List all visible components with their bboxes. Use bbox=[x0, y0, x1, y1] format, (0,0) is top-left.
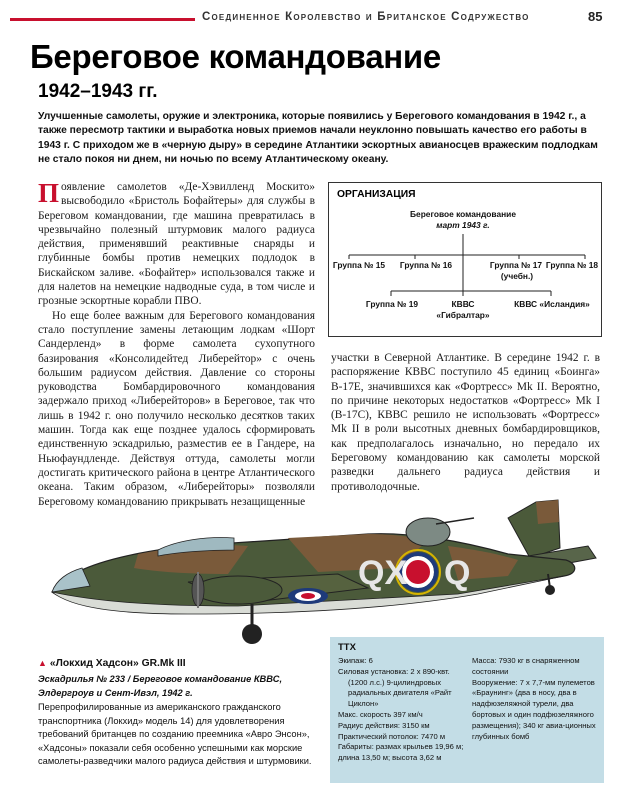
spec-ceiling: Практический потолок: 7470 м bbox=[338, 731, 446, 741]
spec-max-speed: Макс. скорость 397 км/ч bbox=[338, 709, 423, 719]
running-header bbox=[0, 8, 640, 30]
org-group-16: Группа № 16 bbox=[399, 260, 453, 270]
header-accent-bar bbox=[10, 18, 195, 21]
spec-crew: Экипаж: 6 bbox=[338, 656, 373, 665]
spec-range: Радиус действия: 3150 км bbox=[338, 720, 430, 730]
org-group-19: Группа № 19 bbox=[365, 299, 419, 309]
org-kvvs-gibraltar-note: «Гибралтар» bbox=[436, 310, 490, 320]
paragraph-2: Но еще более важным для Берегового командования стало поступление замены летающим лодкам «Шорт Сандерленд» в форме самолета сухопутного базирования «Консолидейтед Либерейтор» с очень большим радиусом действия. Давление со стороны руководства Бомбардировочного командования задержало приход «Либерейторов» в Береговое, так что лишь в 1942 г. оно получило несколько десятков таких машин. Тогда как еще позднее удалось сформировать единственную эскадрилью, разместив ее в Гандере, на Ньюфаундленде. Действуя оттуда, самолеты могли достигать критического района в центре Атлантического океана. Таким образом, «Либерейторы» позволяли Береговому командованию прикрывать незащищенные bbox=[38, 309, 315, 508]
drop-cap: П bbox=[38, 178, 60, 208]
page-title: Береговое командование bbox=[30, 38, 441, 75]
tail-wheel bbox=[545, 585, 555, 595]
org-chart-heading: ОРГАНИЗАЦИЯ bbox=[337, 189, 416, 200]
caption-text: Перепрофилированные из американского гражданского транспортника (Локхид» модель 14) для удовлетворения требований британцев по созданию преемника «Авро Энсон», «Хадсоны» показали себя особенно успешными как морские самолеты-разведчики малого радиуса действия и штурмовики. bbox=[38, 702, 312, 767]
aircraft-illustration bbox=[38, 488, 608, 648]
paragraph-1-text: оявление самолетов «Де-Хэвилленд Москито» высвободило «Бристоль Бофайтеры» для службы в Береговом командовании, где машина превратилась в чрезвычайно полезный штурмовик малого радиуса действия, применявший реактивные снаряды и глубинные бомбы против немецких подлодок в Бискайском заливе. «Бофайтер» использовался также и для налетов на немецкие надводные суда, в том числе и грозные эскортные корабли ПВО. bbox=[38, 181, 315, 308]
spec-powerplant: Силовая установка: 2 х 890-квт. bbox=[338, 666, 450, 676]
tail-fin-camo bbox=[536, 500, 559, 524]
caption-title: ▲ «Локхид Хадсон» GR.Mk III bbox=[38, 658, 186, 669]
paragraph-1 bbox=[38, 180, 315, 309]
triangle-icon: ▲ bbox=[38, 658, 47, 668]
org-root-date: март 1943 г. bbox=[436, 220, 490, 230]
org-root-title: Береговое командование bbox=[410, 209, 516, 219]
paragraph-3: участки в Северной Атлантике. В середине 1942 г. в распоряжение КВВС поступило 45 единиц «Боинга» B-17E, значившихся как «Фортресс» Mk II. Вероятно, по причине некоторых недостатков «Фортресс» Mk I (B-17C), КВВС решило не использовать «Фортресс» Mk II в роли высотных дневных бомбардировщиков, как предполагалось изначально, но передало их Береговому командованию как самолеты морской разведки дальнего радиуса действия и противолодочные. bbox=[331, 352, 600, 493]
org-group-17-note: (учебн.) bbox=[500, 271, 534, 281]
squadron-code: QX bbox=[358, 554, 408, 592]
specifications-heading: ТТХ bbox=[338, 642, 356, 653]
page-number: 85 bbox=[588, 9, 603, 24]
organization-chart bbox=[328, 182, 602, 337]
page-subtitle: 1942–1943 гг. bbox=[38, 81, 158, 102]
spec-armament: Вооружение: 7 х 7,7-мм пулеметов «Браунинг» (два в носу, два в надфюзеляжной турели, два бортовых и один подфюзеляжного размещения); 340 кг авиа-ционных глубинных бомб bbox=[472, 677, 596, 741]
spec-mass: Масса: 7930 кг в снаряженном состоянии bbox=[472, 656, 580, 676]
engine-nacelle bbox=[194, 576, 282, 604]
intro-paragraph: Улучшенные самолеты, оружие и электроника, которые появились у Берегового командования в 1942 г., а также пересмотр тактики и выработка новых приемов начали неуклонно повышать качество его работы в 1943 г. С приходом же в «черную дыру» в середине Атлантики эскортных авианосцев вражеским подлодкам не стало покоя ни днем, ни ночью по всему Атлантическому океану. bbox=[38, 111, 598, 165]
org-kvvs-gibraltar: КВВС bbox=[451, 299, 475, 309]
org-group-17: Группа № 17 bbox=[489, 260, 543, 270]
org-group-15: Группа № 15 bbox=[332, 260, 386, 270]
main-wheel bbox=[242, 624, 262, 644]
specifications-left-column bbox=[338, 656, 474, 764]
spec-dimensions: Габариты: размах крыльев 19,96 м; длина 13,50 м; высота 3,62 м bbox=[338, 742, 464, 763]
specifications-right-column bbox=[472, 656, 600, 742]
body-column-2 bbox=[331, 351, 600, 494]
section-title: Соединенное Королевство и Британское Содружество bbox=[202, 11, 530, 23]
org-group-18: Группа № 18 bbox=[545, 260, 599, 270]
roundel bbox=[404, 558, 432, 586]
aircraft-letter: Q bbox=[444, 554, 471, 592]
body-column-1 bbox=[38, 180, 315, 509]
org-kvvs-iceland: КВВС «Исландия» bbox=[514, 299, 590, 309]
spec-powerplant-detail: (1200 л.с.) 9-цилиндровых радиальных двигателя «Райт Циклон» bbox=[348, 677, 452, 709]
caption-subtitle: Эскадрилья № 233 / Береговое командование КВВС, Элдергроув и Сент-Ивэл, 1942 г. bbox=[38, 674, 283, 698]
specifications-box bbox=[330, 637, 604, 783]
